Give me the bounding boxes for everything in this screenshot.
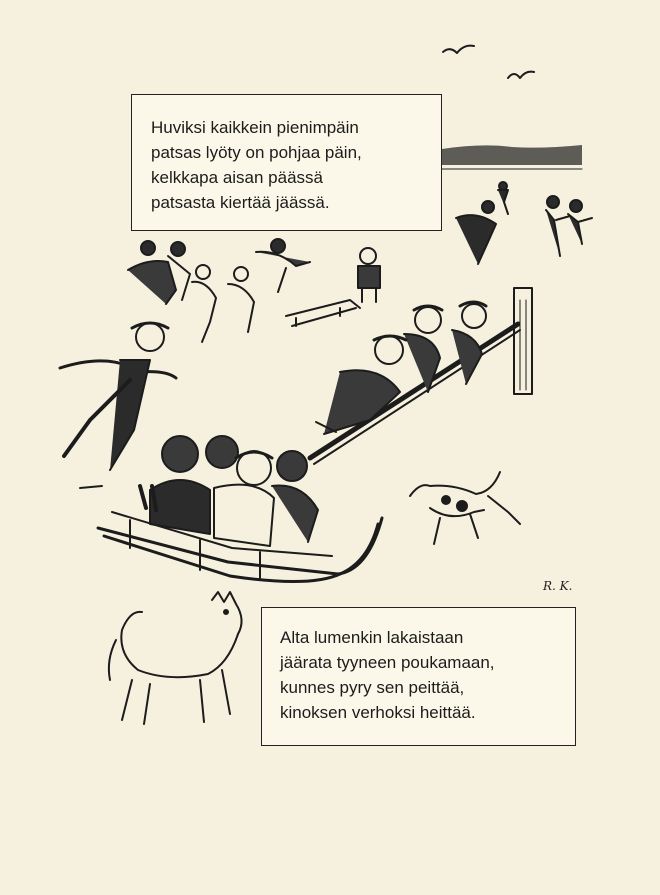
small-sled: [286, 300, 360, 326]
artist-signature: R. K.: [543, 579, 573, 593]
bird-icon: [443, 46, 534, 78]
verse-line: patsas lyöty on pohjaa päin,: [151, 143, 362, 162]
kicksled-with-children: [98, 436, 382, 582]
verse-line: patsasta kiertää jäässä.: [151, 193, 330, 212]
ice-post: [514, 288, 532, 394]
distant-shore: [442, 145, 582, 169]
verse-line: Alta lumenkin lakaistaan: [280, 628, 464, 647]
verse-top: [131, 94, 442, 231]
verse-line: kunnes pyry sen peittää,: [280, 678, 465, 697]
verse-line: Huviksi kaikkein pienimpäin: [151, 118, 359, 137]
spotted-dog-icon: [410, 472, 520, 544]
large-skater: [60, 323, 176, 488]
verse-line: kelkkapa aisan päässä: [151, 168, 324, 187]
verse-line: kinoksen verhoksi heittää.: [280, 703, 476, 722]
white-dog-icon: [109, 592, 242, 724]
distant-skaters-right: [456, 182, 592, 264]
verse-line: jäärata tyyneen poukamaan,: [280, 653, 495, 672]
verse-bottom: [261, 607, 576, 746]
